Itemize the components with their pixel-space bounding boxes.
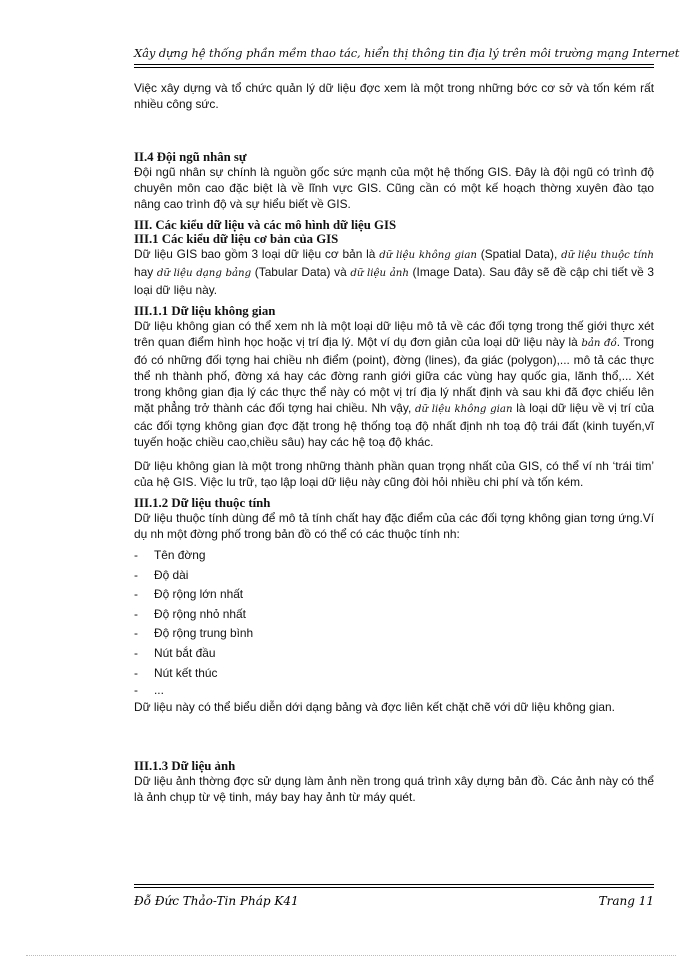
section-iii12-paragraph-1: Dữ liệu thuộc tính dùng để mô tả tính chất hay đặc điểm của các đối tợng không gian tơng ứng.Ví dụ nh một đờng phố trong bản đồ có thể có các thuộc tính nh: [134, 511, 654, 541]
list-item: - Độ dài [134, 567, 189, 582]
term-spatial-2: dữ liệu không gian [415, 404, 513, 415]
section-heading-iii: III. Các kiểu dữ liệu và các mô hình dữ liệu GIS [134, 218, 397, 232]
footer-author: Đỗ Đức Thảo-Tin Pháp K41 [134, 894, 299, 908]
list-item: - Nút bắt đầu [134, 645, 216, 660]
term-map: bản đồ [581, 338, 617, 349]
list-item: - Độ rộng trung bình [134, 626, 254, 641]
term-tabular: dữ liệu dạng bảng [156, 268, 252, 279]
section-iii13-paragraph: Dữ liệu ảnh thờng đợc sử dụng làm ảnh nền trong quá trình xây dựng bản đồ. Các ảnh này có thể là ảnh chụp từ vệ tinh, máy bay hay ảnh từ máy quét. [134, 774, 654, 805]
page-footer [134, 884, 654, 920]
section-heading-iii12: III.1.2 Dữ liệu thuộc tính [134, 496, 271, 510]
list-item: - Độ rộng nhỏ nhất [134, 606, 246, 621]
section-iii1-paragraph: Dữ liệu GIS bao gồm 3 loại dữ liệu cơ bản là dữ liệu không gian (Spatial Data), dữ liệu thuộc tính hay dữ liệu dạng bảng (Tabular Data) và dữ liệu ảnh (Image Data). Sau đây sẽ đề cập chi tiết về 3 loại dữ liệu này. [134, 247, 654, 297]
list-item: - ... [134, 683, 164, 698]
term-image: dữ liệu ảnh [350, 268, 409, 279]
section-heading-iii1: III.1 Các kiểu dữ liệu cơ bản của GIS [134, 232, 339, 246]
page-header [134, 38, 680, 68]
section-iii12-paragraph-2: Dữ liệu này có thể biểu diễn dới dạng bảng và đợc liên kết chặt chẽ với dữ liệu không gian. [134, 700, 615, 715]
page-edge [26, 955, 676, 956]
section-heading-iii13: III.1.3 Dữ liệu ảnh [134, 759, 236, 774]
list-item: - Độ rộng lớn nhất [134, 587, 244, 602]
section-iii11-paragraph-2: Dữ liệu không gian là một trong những thành phần quan trọng nhất của GIS, có thể ví nh ‘trái tim’ của hệ GIS. Việc lu trữ, tạo lập loại dữ liệu này cũng đòi hỏi nhiều chi phí và tốn kém. [134, 459, 654, 489]
section-heading-iii11: III.1.1 Dữ liệu không gian [134, 304, 276, 318]
page-content [134, 80, 654, 805]
list-item: - Nút kết thúc [134, 665, 218, 680]
header-title: Xây dựng hệ thống phần mềm thao tác, hiển thị thông tin địa lý trên môi trường mạng Internet [134, 46, 680, 60]
list-item: - Tên đờng [134, 548, 206, 562]
section-heading-ii4: II.4 Đội ngũ nhân sự [134, 150, 247, 164]
footer-rule-thin [134, 884, 654, 885]
footer-rule [134, 887, 654, 888]
section-iii11-paragraph-1: Dữ liệu không gian có thể xem nh là một loại dữ liệu mô tả về các đối tợng trong thế giới thực xét trên quan điểm hình học hoặc vị trí địa lý. Một ví dụ đơn giản của loại dữ liệu này là bản đồ. Trong đó có những đối tợng hai chiều nh điểm (point), đờng (lines), đa giác (polygon),... mô tả các thực thể nh thành phố, đờng xá hay các đờng ranh giới giữa các vùng hay quốc gia, lãnh thổ,... Xét trong không gian địa lý các thực thể này có một vị trí địa lý nhất định và sau khi đã đợc chiếu lên mặt phẳng trở thành các đối tợng hai chiều. Nh vậy, dữ liệu không gian là loại dữ liệu về vị trí của các đối tợng không gian đợc đặt trong hệ thống toạ độ nhất định nh toạ độ trái đất (kinh tuyến,vĩ tuyến hoặc chiều cao,chiều sâu) hay các hệ toạ độ khác. [134, 319, 654, 449]
attribute-list [134, 546, 654, 699]
header-rule [134, 64, 654, 65]
page-number: Trang 11 [598, 894, 654, 908]
header-rule-thin [134, 67, 654, 68]
intro-paragraph: Việc xây dựng và tổ chức quản lý dữ liệu đợc xem là một trong những bớc cơ sở và tốn kém rất nhiều công sức. [134, 81, 654, 111]
term-attribute: dữ liệu thuộc tính [561, 250, 654, 261]
section-ii4-paragraph: Đội ngũ nhân sự chính là nguồn gốc sức mạnh của một hệ thống GIS. Đây là đội ngũ có trình độ chuyên môn cao đặc biệt là về lĩnh vực GIS. Cũng cần có một kế hoạch thờng xuyên đào tạo nâng cao trình độ và sự hiểu biết về GIS. [134, 165, 654, 211]
term-spatial: dữ liệu không gian [379, 250, 477, 261]
